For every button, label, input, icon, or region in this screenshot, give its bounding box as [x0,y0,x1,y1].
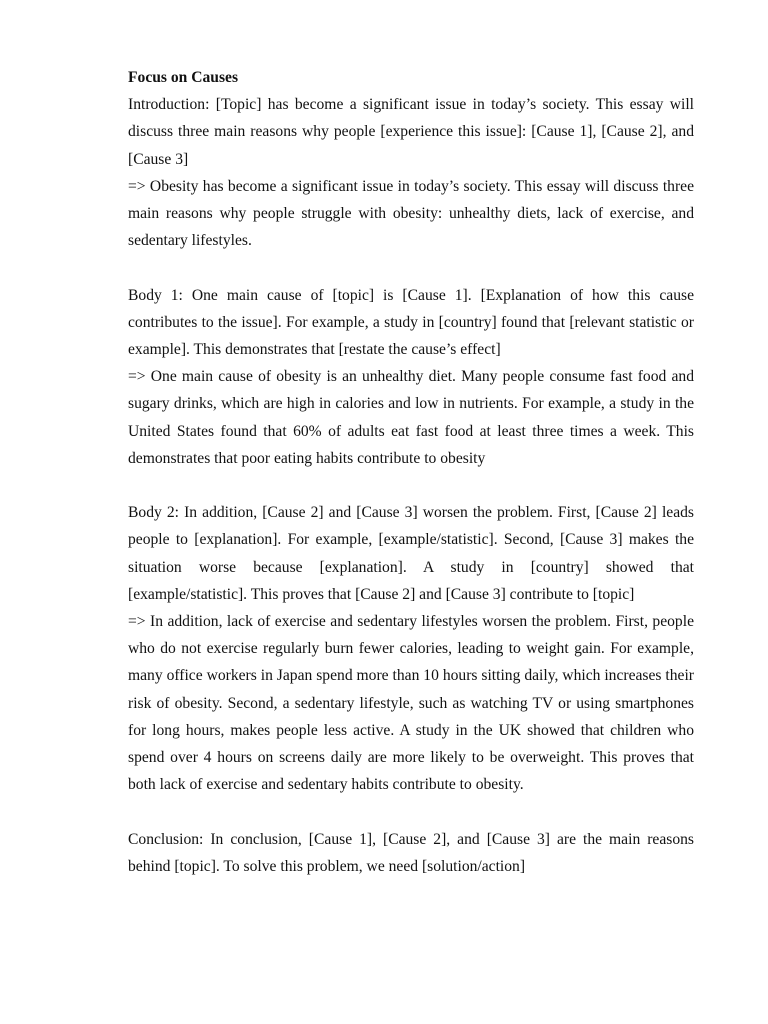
paragraph-spacer [128,472,694,499]
introduction-template: Introduction: [Topic] has become a significant issue in today’s society. This essay will discuss three main reasons why people [experience this issue]: [Cause 1], [Cause 2], and [Cause 3] [128,96,694,168]
body2-example: => In addition, lack of exercise and sedentary lifestyles worsen the problem. First, people who do not exercise regularly burn fewer calories, leading to weight gain. For example, many office workers in Japan spend more than 10 hours sitting daily, which increases their risk of obesity. Second, a sedentary lifestyle, such as watching TV or using smartphones for long hours, makes people less active. A study in the UK showed that children who spend over 4 hours on screens daily are more likely to be overweight. This proves that both lack of exercise and sedentary habits contribute to obesity. [128,613,694,794]
document-page [128,64,694,880]
document-title: Focus on Causes [128,69,239,86]
paragraph-spacer [128,254,694,281]
paragraph-spacer [128,798,694,825]
introduction-example: => Obesity has become a significant issue in today’s society. This essay will discuss three main reasons why people struggle with obesity: unhealthy diets, lack of exercise, and sedentary lifestyles. [128,177,694,250]
conclusion-template: Conclusion: In conclusion, [Cause 1], [Cause 2], and [Cause 3] are the main reasons behind [topic]. To solve this problem, we need [solution/action] [128,830,694,875]
body1-template: Body 1: One main cause of [topic] is [Cause 1]. [Explanation of how this cause contributes to the issue]. For example, a study in [country] found that [relevant statistic or example]. This demonstrates that [restate the cause’s effect] [128,286,694,359]
body1-example: => One main cause of obesity is an unhealthy diet. Many people consume fast food and sugary drinks, which are high in calories and low in nutrients. For example, a study in the United States found that 60% of adults eat fast food at least three times a week. This demonstrates that poor eating habits contribute to obesity [128,368,694,467]
body2-template: Body 2: In addition, [Cause 2] and [Cause 3] worsen the problem. First, [Cause 2] leads people to [explanation]. For example, [example/statistic]. Second, [Cause 3] makes the situation worse because [explanation]. A study in [country] showed that [example/statistic]. This proves that [Cause 2] and [Cause 3] contribute to [topic] [128,504,694,603]
